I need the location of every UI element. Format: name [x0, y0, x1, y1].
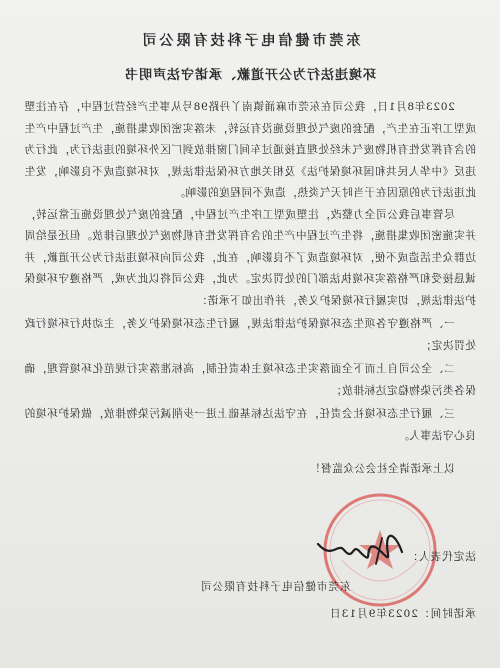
commitment-1: 一、严格遵守各项生态环境保护法律法规，履行生态环境保护义务，主动执行环境行政处罚决定； — [24, 318, 476, 352]
legal-representative-label: 法定代表人： — [406, 551, 476, 563]
company-title: 东莞市健信电子科技有限公司 — [139, 33, 361, 49]
commitment-date: 承诺时间：2023年9月13日 — [329, 608, 476, 620]
handwritten-signature — [310, 522, 410, 572]
commitment-3: 三、履行生态环境社会责任，在守法达标基础上进一步削减污染物排放，做保护环境的良心守法事人。 — [24, 408, 476, 442]
paragraph-2: 尽管事后我公司全力整改，注塑成型工序生产过程中，配套的废气处理设施正常运转，并实施密闭收集措施，将生产过程中产生的含有挥发性有机物废气处理后排放。但还是给周边群众生活造成不便，对环境造成了不良影响，在此，我公司向环境违法行为公开道歉，并诚恳接受和严格落实环境执法部门的处罚决定。为此，我公司将以此为戒，严格遵守环境保护法律法规，切实履行环境保护义务，并作出如下承诺： — [24, 208, 476, 307]
paragraph-1: 2023年8月1日，我公司在东莞市麻涌镇南丫丹路98号从事生产经营过程中，存在注塑成型工序正在生产，配套的废气处理设施没有运转，未落实密闭收集措施，生产过程中产生的含有挥发性有机物废气未经处理直接通过车间门窗排放到厂区外环境的违法行为，此行为违反《中华人民共和国环境保护法》及相关地方环保法律法规，对环境造成不良影响，发生此违法行为的原因在于当时天气炎热，造成不同程度的影响。 — [24, 101, 476, 199]
closing-line: 以上承诺请全社会公众监督！ — [309, 463, 455, 475]
company-signature: 东莞市健信电子科技有限公司 — [200, 581, 351, 593]
commitment-2: 二、全公司自上而下全面落实生态环境主体责任制，高标准落实行规范化环境管理，确保各类污染物稳定达标排放； — [24, 363, 476, 397]
statement-title: 环境违法行为公开道歉、承诺守法声明书 — [124, 68, 377, 83]
document-body — [24, 30, 476, 481]
